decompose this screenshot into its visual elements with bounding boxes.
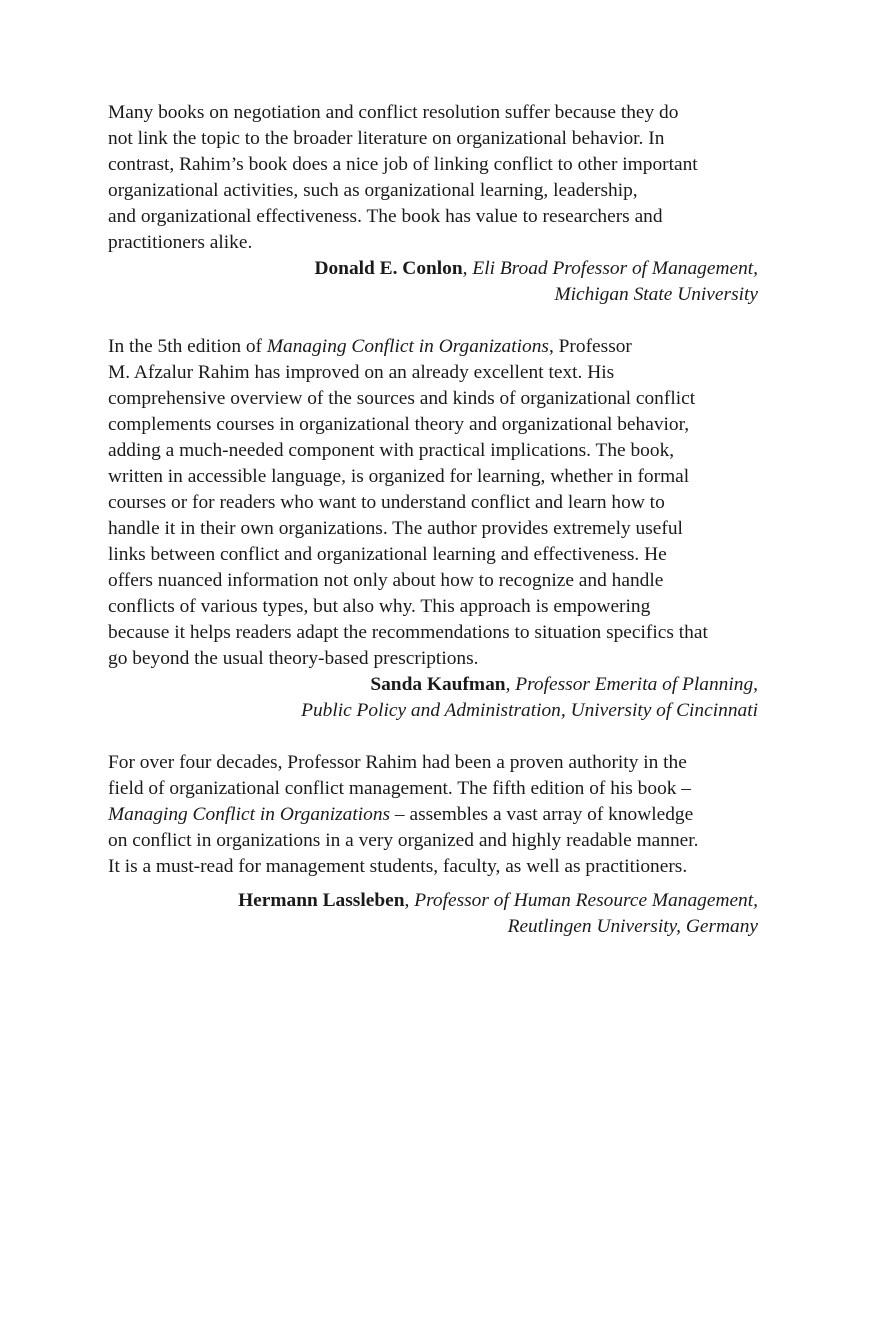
endorsement-text-line: field of organizational conflict management. The fifth edition of his book – <box>108 778 691 799</box>
endorsement-text-line: handle it in their own organizations. The author provides extremely useful <box>108 518 683 539</box>
attribution-separator: , <box>462 258 473 279</box>
endorser-name: Donald E. Conlon <box>314 258 463 279</box>
endorser-affiliation: Public Policy and Administration, University of Cincinnati <box>301 700 758 721</box>
endorsement-text-line: It is a must-read for management students, faculty, as well as practitioners. <box>108 856 688 877</box>
endorsement-text-line: Many books on negotiation and conflict resolution suffer because they do <box>108 102 679 123</box>
endorsement-3-body <box>108 750 758 880</box>
endorsement-text-line: because it helps readers adapt the recommendations to situation specifics that <box>108 622 708 643</box>
endorsement-3-attribution <box>108 888 758 914</box>
attribution-separator: , <box>505 674 516 695</box>
endorsement-text-line: organizational activities, such as organizational learning, leadership, <box>108 180 638 201</box>
endorsement-text-line: conflicts of various types, but also why. This approach is empowering <box>108 596 651 617</box>
endorsements-page <box>108 100 758 940</box>
endorsement-3 <box>108 750 758 940</box>
endorsement-2-body <box>108 334 758 672</box>
endorser-name: Hermann Lassleben <box>238 890 405 911</box>
endorsement-1-body <box>108 100 758 256</box>
endorsement-2 <box>108 334 758 724</box>
endorsement-text-line: For over four decades, Professor Rahim had been a proven authority in the <box>108 752 687 773</box>
endorsement-text-line: contrast, Rahim’s book does a nice job of linking conflict to other important <box>108 154 698 175</box>
endorsement-text-line: complements courses in organizational theory and organizational behavior, <box>108 414 690 435</box>
endorser-title: Professor Emerita of Planning, <box>515 674 758 695</box>
spacer <box>108 880 758 888</box>
book-title: Managing Conflict in Organizations <box>108 804 391 825</box>
endorsement-1 <box>108 100 758 308</box>
endorsement-2-attribution <box>108 672 758 698</box>
endorsement-text-line <box>108 802 758 828</box>
endorsement-text-line: courses or for readers who want to understand conflict and learn how to <box>108 492 665 513</box>
endorsement-text-line: written in accessible language, is organized for learning, whether in formal <box>108 466 690 487</box>
endorser-name: Sanda Kaufman <box>370 674 506 695</box>
endorser-affiliation: Reutlingen University, Germany <box>507 916 758 937</box>
attribution-separator: , <box>404 890 415 911</box>
endorsement-text-line: M. Afzalur Rahim has improved on an already excellent text. His <box>108 362 615 383</box>
endorsement-text-line: go beyond the usual theory-based prescriptions. <box>108 648 479 669</box>
text-fragment: – assembles a vast array of knowledge <box>390 804 694 825</box>
spacer <box>108 308 758 334</box>
spacer <box>108 724 758 750</box>
endorsement-text-line: practitioners alike. <box>108 232 253 253</box>
endorser-title: Professor of Human Resource Management, <box>414 890 758 911</box>
endorsement-text-line <box>108 334 758 360</box>
book-title: Managing Conflict in Organizations <box>266 336 549 357</box>
endorsement-text-line: not link the topic to the broader literature on organizational behavior. In <box>108 128 665 149</box>
endorsement-text-line: adding a much-needed component with practical implications. The book, <box>108 440 675 461</box>
endorsement-text-line: comprehensive overview of the sources and kinds of organizational conflict <box>108 388 696 409</box>
endorsement-3-affiliation <box>108 914 758 940</box>
endorsement-2-affiliation <box>108 698 758 724</box>
endorser-title: Eli Broad Professor of Management, <box>472 258 758 279</box>
text-fragment: , Professor <box>548 336 632 357</box>
endorsement-1-affiliation <box>108 282 758 308</box>
endorsement-text-line: on conflict in organizations in a very organized and highly readable manner. <box>108 830 699 851</box>
text-fragment: In the 5th edition of <box>108 336 267 357</box>
endorsement-text-line: and organizational effectiveness. The book has value to researchers and <box>108 206 663 227</box>
endorser-affiliation: Michigan State University <box>554 284 758 305</box>
endorsement-1-attribution <box>108 256 758 282</box>
endorsement-text-line: links between conflict and organizational learning and effectiveness. He <box>108 544 667 565</box>
endorsement-text-line: offers nuanced information not only about how to recognize and handle <box>108 570 664 591</box>
